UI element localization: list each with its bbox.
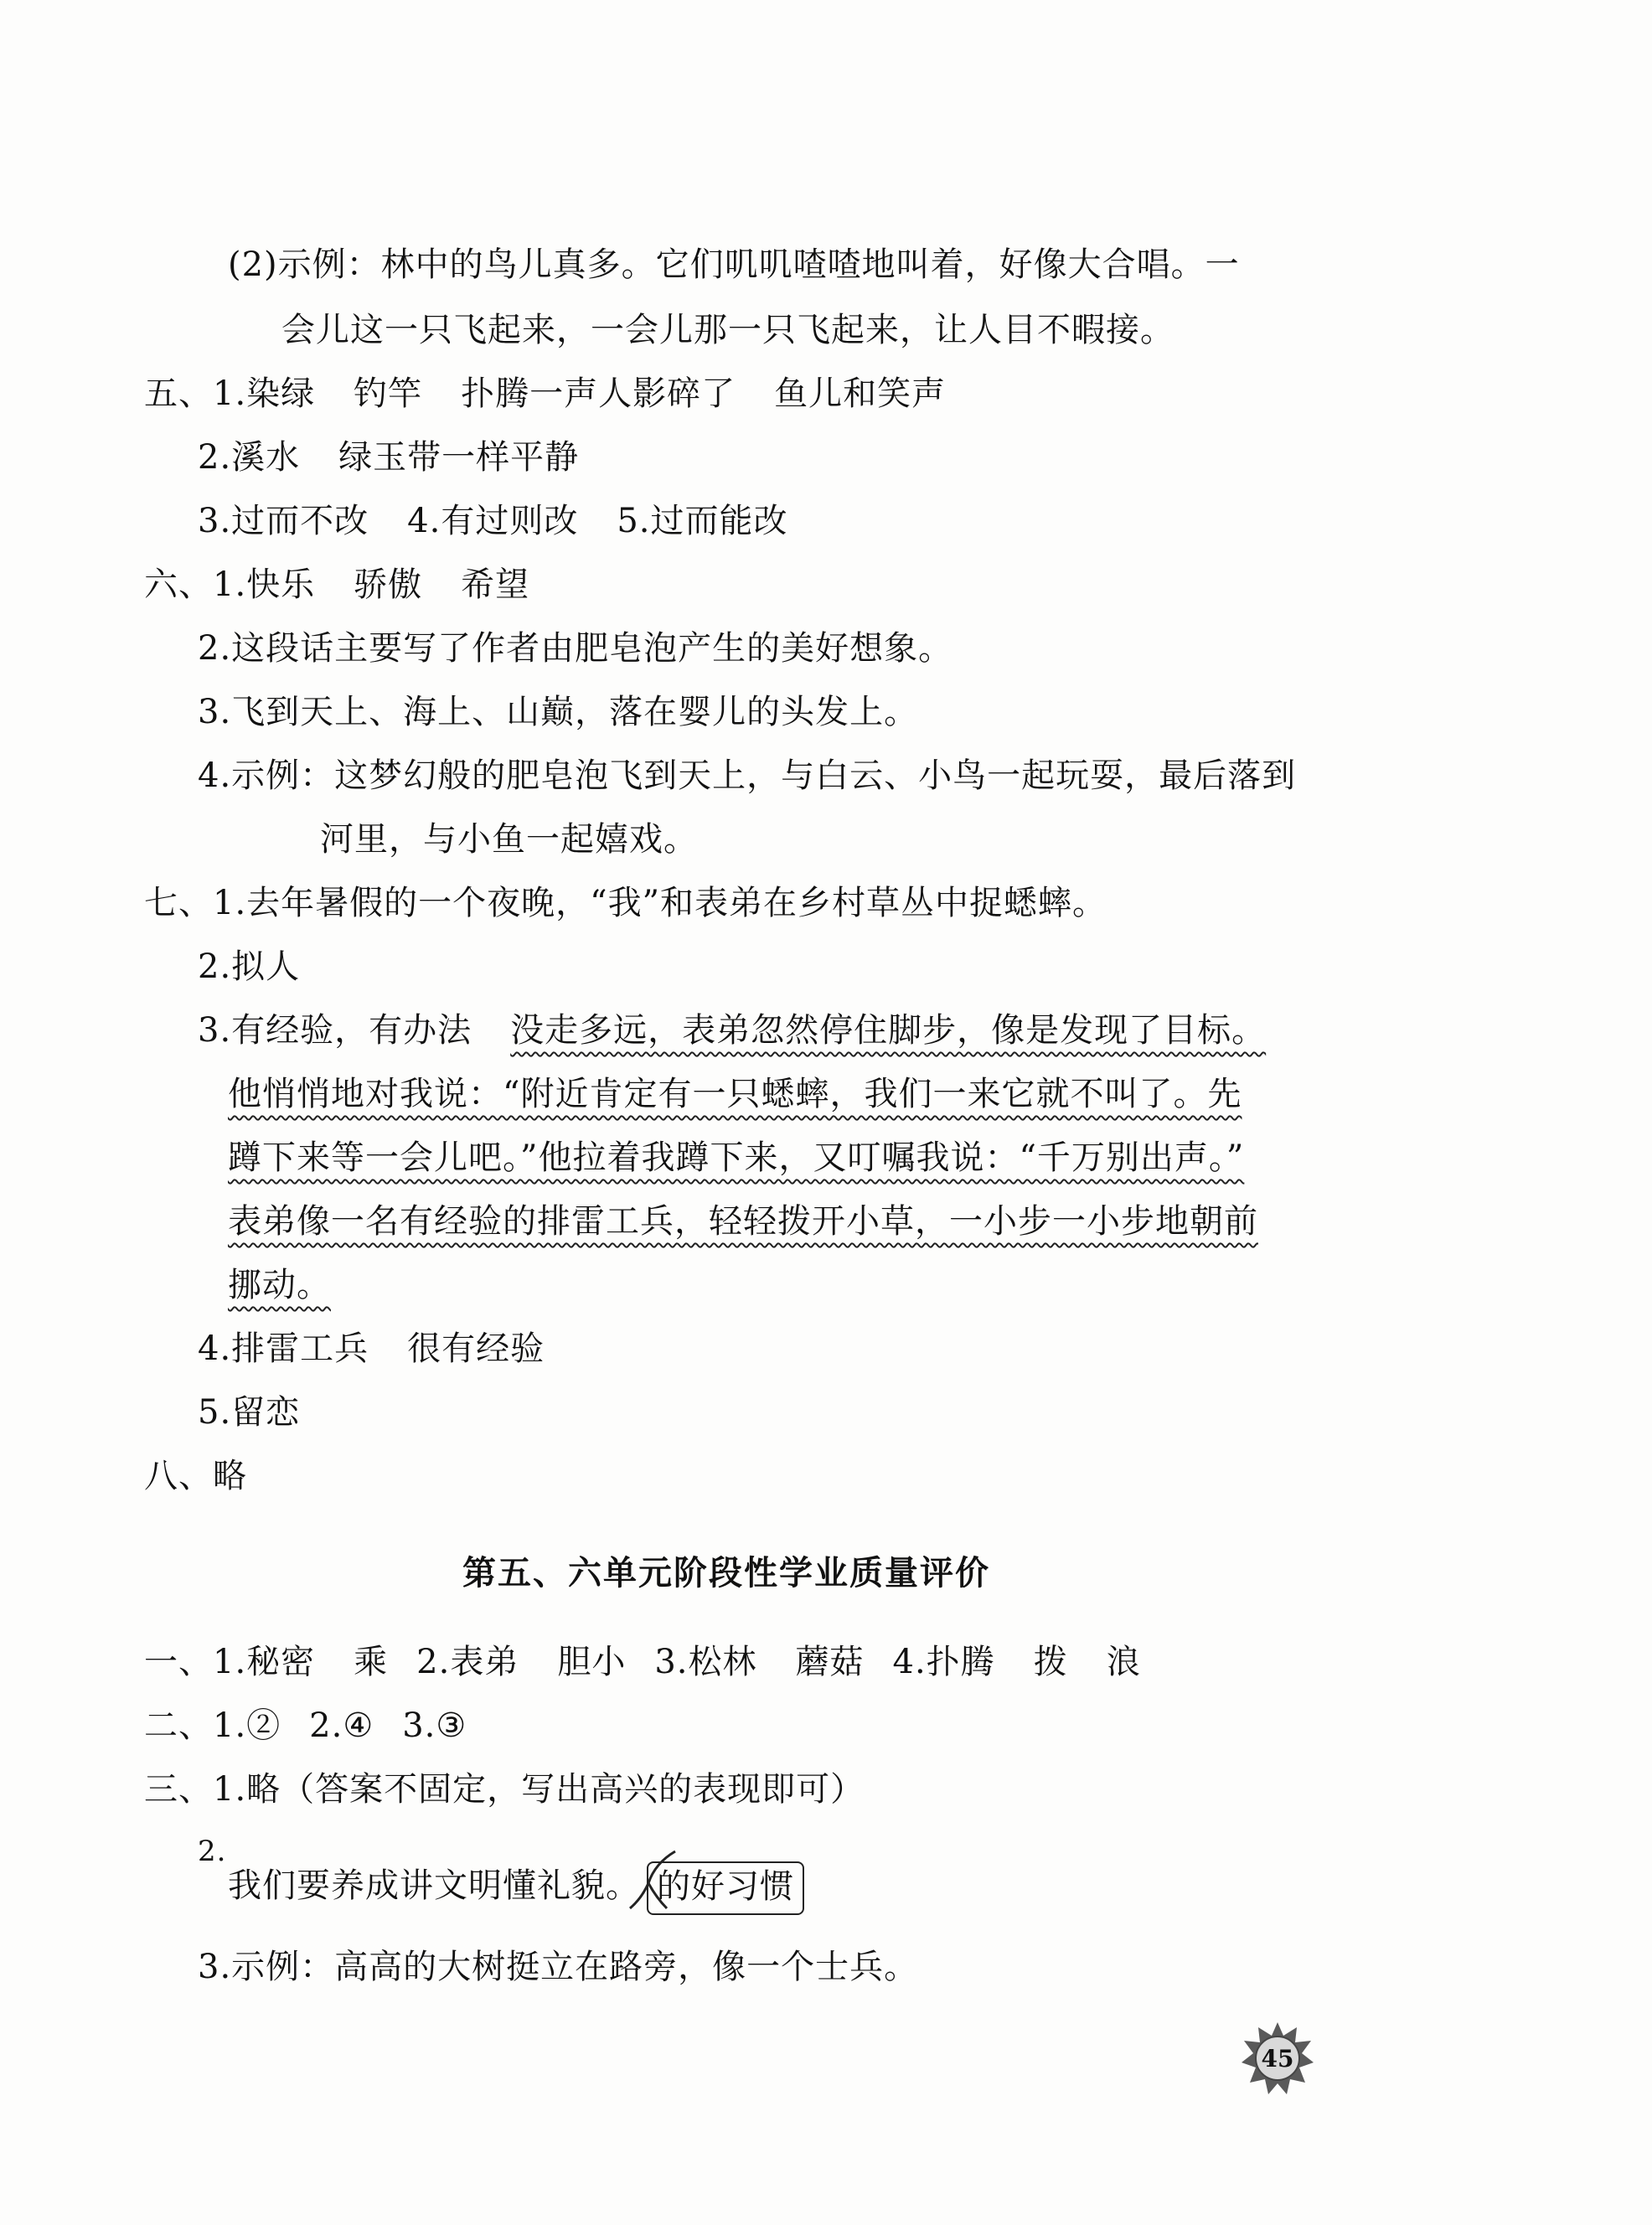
answer-7-3b: 他悄悄地对我说：“附近肯定有一只蟋蟀，我们一来它就不叫了。先 [228, 1075, 1242, 1113]
text: 我们要养成讲文明懂礼貌。 [228, 1866, 640, 1905]
answer-7-4 [198, 1327, 545, 1371]
text: 拨 [1033, 1643, 1068, 1681]
answer-7-2: 2.拟人 [198, 947, 301, 986]
answer-7-5: 5.留恋 [198, 1393, 301, 1432]
answer-line-2: 会儿这一只飞起来，一会儿那一只飞起来，让人目不暇接。 [281, 311, 1174, 349]
text: 骄傲 [354, 565, 423, 604]
part2-q3-1: 三、1.略（答案不固定，写出高兴的表现即可） [144, 1770, 865, 1809]
text: 5.过而能改 [617, 502, 788, 540]
text: 乘 [354, 1643, 389, 1681]
answer-7-1: 七、1.去年暑假的一个夜晚，“我”和表弟在乡村草丛中捉蟋蟀。 [144, 884, 1107, 922]
text: 3.过而不改 [198, 502, 369, 540]
part2-q3-2 [228, 1861, 804, 1915]
part2-q2 [144, 1704, 467, 1747]
text: 4.有过则改 [407, 502, 579, 540]
answer-7-3e: 挪动。 [228, 1266, 331, 1304]
part2-q3-2-number: 2. [198, 1835, 227, 1868]
answer-5-1 [144, 372, 946, 416]
text: 钓竿 [354, 374, 423, 413]
text: 胆小 [557, 1643, 627, 1681]
text: 2.溪水 [198, 438, 301, 477]
text: 3.有经验，有办法 [198, 1011, 472, 1050]
answer-6-2: 2.这段话主要写了作者由肥皂泡产生的美好想象。 [198, 629, 953, 668]
text: 3.松林 [654, 1643, 757, 1681]
answer-6-3: 3.飞到天上、海上、山巅，落在婴儿的头发上。 [198, 693, 919, 731]
text: 六、1.快乐 [144, 565, 316, 604]
answer-8: 八、略 [144, 1457, 247, 1495]
part2-q3-3: 3.示例：高高的大树挺立在路旁，像一个士兵。 [198, 1948, 919, 1986]
text: 扑腾一声人影碎了 [461, 374, 736, 413]
answer-6-4a: 4.示例：这梦幻般的肥皂泡飞到天上，与白云、小鸟一起玩耍，最后落到 [198, 756, 1297, 795]
part2-q1 [144, 1640, 1141, 1684]
text: 4.排雷工兵 [198, 1329, 369, 1368]
section-title: 第五、六单元阶段性学业质量评价 [462, 1554, 990, 1593]
answer-5-2 [198, 436, 579, 479]
text: 一、1.秘密 [144, 1643, 316, 1681]
text: 很有经验 [407, 1329, 545, 1368]
text: 五、1.染绿 [144, 374, 316, 413]
page-number-badge [1240, 2021, 1315, 2096]
text: 浪 [1106, 1643, 1141, 1681]
page-number: 45 [1261, 2044, 1294, 2073]
insertion-mark-icon [623, 1840, 682, 1923]
answer-line-1: (2)示例：林中的鸟儿真多。它们叽叽喳喳地叫着，好像大合唱。一 [228, 245, 1240, 284]
text: 3.③ [402, 1706, 467, 1745]
answer-7-3c: 蹲下来等一会儿吧。”他拉着我蹲下来，又叮嘱我说：“千万别出声。” [228, 1138, 1245, 1177]
answer-5-3 [198, 499, 788, 543]
text: 二、1.② [144, 1706, 281, 1745]
wavy-underlined-text: 没走多远，表弟忽然停住脚步，像是发现了目标。 [510, 1011, 1267, 1050]
text: 2.表弟 [416, 1643, 519, 1681]
text: 蘑菇 [795, 1643, 865, 1681]
answer-7-3d: 表弟像一名有经验的排雷工兵，轻轻拨开小草，一小步一小步地朝前 [228, 1202, 1258, 1241]
text: 4.扑腾 [892, 1643, 995, 1681]
text: 鱼儿和笑声 [774, 374, 947, 413]
answer-7-3a [198, 1009, 1266, 1052]
text: 绿玉带一样平静 [338, 438, 580, 477]
text: 2.④ [309, 1706, 374, 1745]
answer-6-1 [144, 563, 529, 607]
boxed-phrase: 的好习惯 [647, 1861, 804, 1915]
text: 希望 [461, 565, 530, 604]
answer-6-4b: 河里，与小鱼一起嬉戏。 [320, 820, 698, 859]
